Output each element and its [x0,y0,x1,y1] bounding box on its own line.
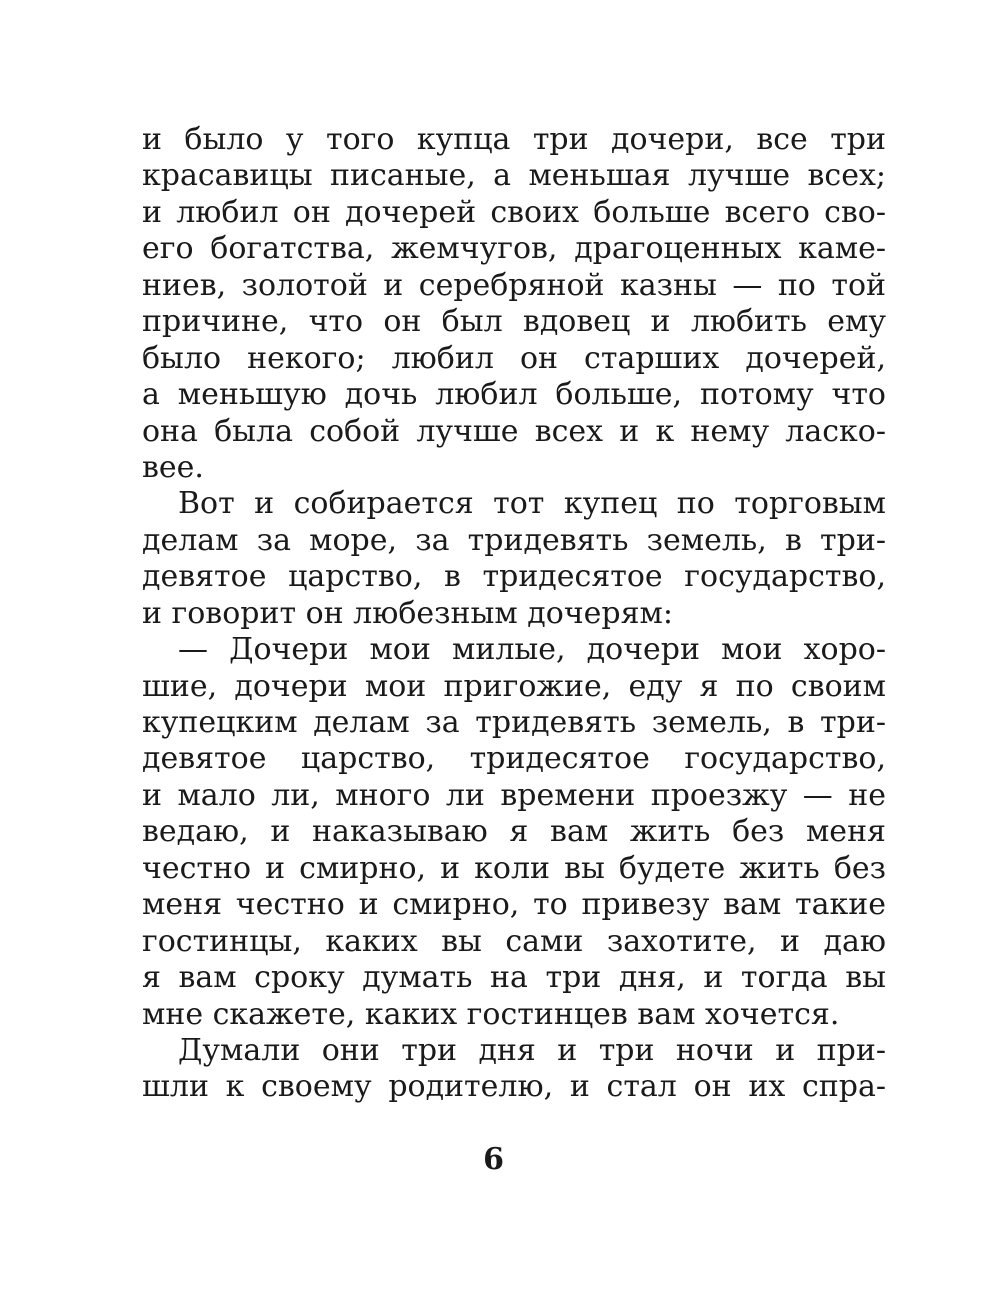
text-line: ниев, золотой и серебряной казны — по той [142,267,886,303]
text-line: честно и смирно, и коли вы будете жить без [142,850,886,886]
text-line: девятое царство, в тридесятое государство, [142,559,886,595]
text-line: шие, дочери мои пригожие, еду я по своим [142,668,886,704]
text-line: купецким делам за тридевять земель, в три- [142,705,886,740]
text-line: а меньшую дочь любил больше, потому что [142,377,886,413]
text-line: Вот и собирается тот купец по торговым [178,486,886,522]
text-line: я вам сроку думать на три дня, и тогда вы [142,960,886,996]
paragraph [142,1033,886,1106]
text-line: делам за море, за тридевять земель, в три- [142,522,886,558]
text-line: шли к своему родителю, и стал он их спра- [142,1069,886,1105]
paragraph [142,632,886,1033]
text-line: она была собой лучше всех и к нему ласко- [142,413,886,449]
text-line: девятое царство, тридесятое государство, [142,741,886,777]
paragraph [142,122,886,486]
text-line: меня честно и смирно, то привезу вам такие [142,887,886,923]
text-line: вее. [142,449,204,485]
text-line: причине, что он был вдовец и любить ему [142,304,886,340]
body-text [142,122,886,1106]
text-line: и мало ли, много ли времени проезжу — не [142,777,886,813]
text-line: его богатства, жемчугов, драгоценных каме- [142,231,886,267]
paragraph [142,486,886,632]
text-line: и любил он дочерей своих больше всего сво- [142,194,886,230]
text-line: гостинцы, каких вы сами захотите, и даю [142,923,886,959]
page-number: 6 [483,1142,504,1177]
text-line: Думали они три дня и три ночи и при- [178,1032,886,1068]
text-line: и было у того купца три дочери, все три [142,122,886,157]
text-line: — Дочери мои милые, дочери мои хоро- [178,632,886,668]
text-line: было некого; любил он старших дочерей, [142,340,886,376]
text-line: красавицы писаные, а меньшая лучше всех; [142,158,886,194]
text-line: мне скажете, каких гостинцев вам хочется. [142,996,840,1032]
text-line: ведаю, и наказываю я вам жить без меня [142,814,886,850]
text-line: и говорит он любезным дочерям: [142,595,673,631]
